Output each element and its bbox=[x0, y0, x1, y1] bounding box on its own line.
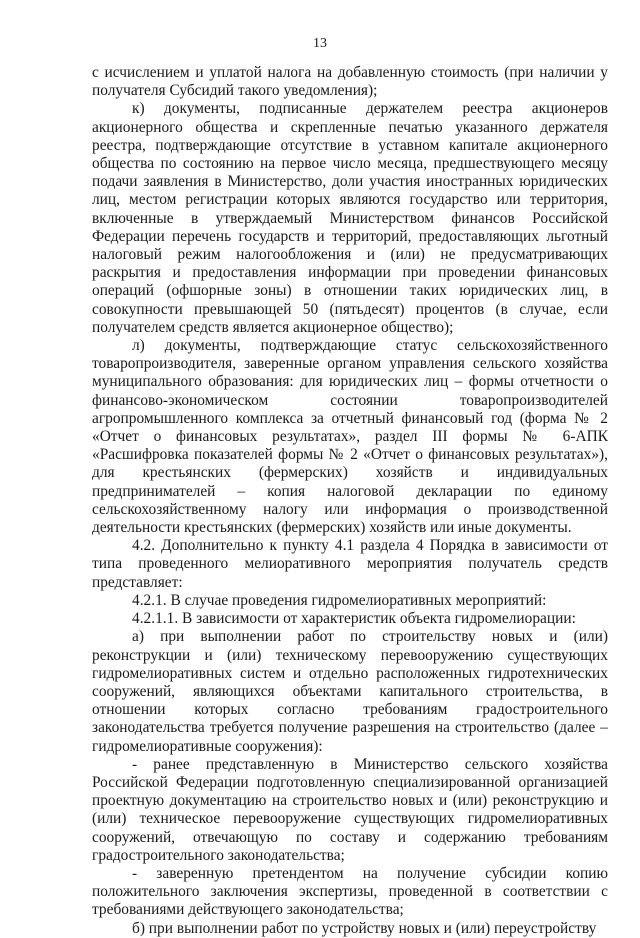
paragraph: б) при выполнении работ по устройству новых и (или) переустройству bbox=[132, 919, 597, 937]
paragraph: а) при выполнении работ по строительству новых и (или) реконструкции и (или) техническому перевооружению существующих гидромелиоративных систем и отдельно расположенных гидротехнических сооружений, являющихся объектами капитального строительства, в отношении которых согласно требованиям градостроительного законодательства требуется получение разрешения на строительство (далее – гидромелиоративные сооружения): bbox=[92, 628, 608, 755]
paragraph: 4.2.1.1. В зависимости от характеристик объекта гидромелиорации: bbox=[132, 610, 576, 628]
paragraph: - заверенную претендентом на получение субсидии копию положительного заключения экспертизы, проведенной в соответствии с требованиями действующего законодательства; bbox=[92, 864, 608, 919]
paragraph: 4.2.1. В случае проведения гидромелиоративных мероприятий: bbox=[132, 591, 547, 609]
document-body bbox=[92, 64, 608, 938]
paragraph: с исчислением и уплатой налога на добавленную стоимость (при наличии у получателя Субсидий такого уведомления); bbox=[92, 64, 608, 100]
page-number: 13 bbox=[313, 36, 327, 51]
paragraph: - ранее представленную в Министерство сельского хозяйства Российской Федерации подготовленную специализированной организацией проектную документацию на строительство новых и (или) реконструкцию и (или) техническое перевооружение существующих гидромелиоративных сооружений, отвечающую по составу и содержанию требованиям градостроительного законодательства; bbox=[92, 755, 608, 864]
paragraph: 4.2. Дополнительно к пункту 4.1 раздела 4 Порядка в зависимости от типа проведенного мелиоративного мероприятия получатель средств представляет: bbox=[92, 537, 608, 591]
paragraph: к) документы, подписанные держателем реестра акционеров акционерного общества и скрепленные печатью указанного держателя реестра, подтверждающие отсутствие в уставном капитале акционерного общества по состоянию на первое число месяца, предшествующего месяцу подачи заявления в Министерство, доли участия иностранных юридических лиц, местом регистрации которых являются государство или территория, включенные в утверждаемый Министерством финансов Российской Федерации перечень государств и территорий, предоставляющих льготный налоговый режим налогообложения и (или) не предусматривающих раскрытия и предоставления информации при проведении финансовых операций (офшорные зоны) в отношении таких юридических лиц, в совокупности превышающей 50 (пятьдесят) процентов (в случае, если получателем средств является акционерное общество); bbox=[92, 100, 608, 336]
paragraph: л) документы, подтверждающие статус сельскохозяйственного товаропроизводителя, заверенные органом управления сельского хозяйства муниципального образования: для юридических лиц – формы отчетности о финансово-экономическом состоянии товаропроизводителей агропромышленного комплекса за отчетный финансовый год (форма № 2 «Отчет о финансовых результатах», раздел III формы № 6-АПК «Расшифровка показателей формы № 2 «Отчет о финансовых результатах»), для крестьянских (фермерских) хозяйств и индивидуальных предпринимателей – копия налоговой декларации по единому сельскохозяйственному налогу или информация о производственной деятельности крестьянских (фермерских) хозяйств или иные документы. bbox=[92, 337, 608, 537]
